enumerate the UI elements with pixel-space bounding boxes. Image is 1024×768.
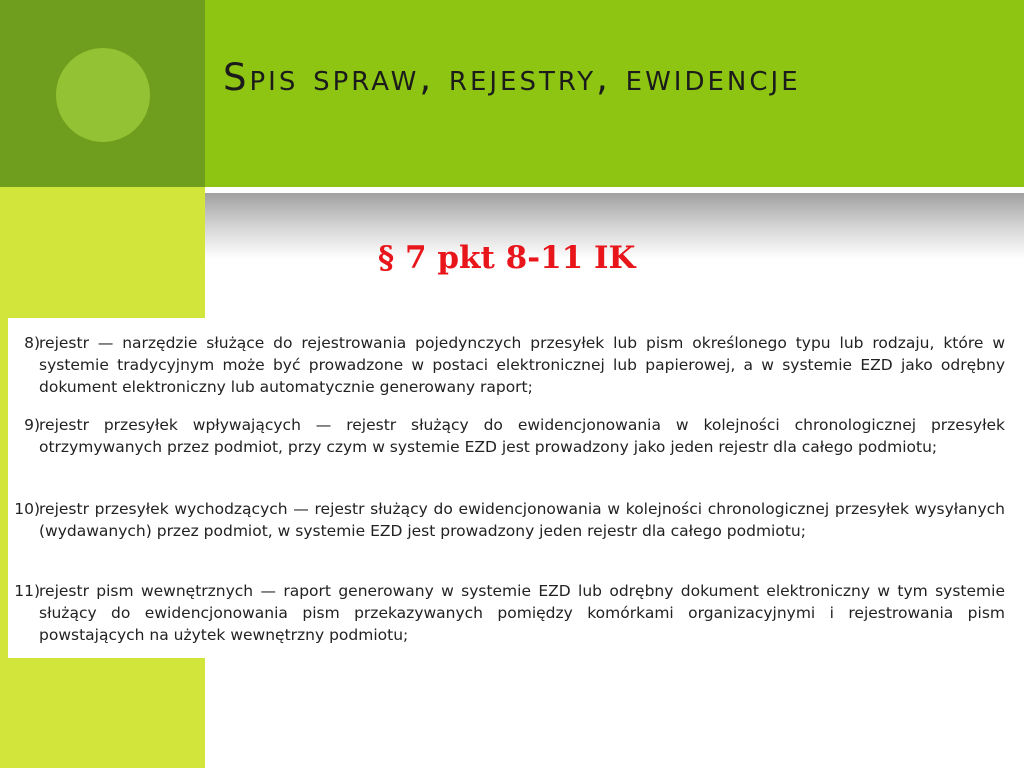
slide-title: Spis spraw, rejestry, ewidencje — [223, 56, 801, 99]
item-text: rejestr przesyłek wpływających — rejestr służący do ewidencjonowania w kolejności chronologicznej przesyłek otrzymywanych przez podmiot, przy czym w systemie EZD jest prowadzony jako jeden rejestr dla całego podmiotu; — [39, 416, 1005, 456]
item-text: rejestr przesyłek wychodzących — rejestr służący do ewidencjonowania w kolejności chronologicznej przesyłek wysyłanych (wydawanych) przez podmiot, w systemie EZD jest prowadzony jeden rejestr dla całego podmiotu; — [39, 500, 1005, 540]
item-number: 9) — [24, 416, 40, 434]
document-excerpt — [8, 318, 1016, 658]
item-number: 10) — [14, 500, 40, 518]
item-text: rejestr pism wewnętrznych — raport generowany w systemie EZD lub odrębny dokument elektroniczny w tym systemie służący do ewidencjonowania pism przekazywanych pomiędzy komórkami organizacyjnymi i rejestrowania pism powstających na użytek wewnętrzny podmiotu; — [39, 582, 1005, 644]
item-text: rejestr — narzędzie służące do rejestrowania pojedynczych przesyłek lub pism określonego typu lub rodzaju, które w systemie tradycyjnym może być prowadzone w postaci elektronicznej lub papierowej, a w systemie EZD jako odrębny dokument elektroniczny lub automatycznie generowany raport; — [39, 334, 1005, 396]
decorative-circle — [56, 48, 150, 142]
item-number: 11) — [14, 582, 40, 600]
item-number: 8) — [24, 334, 40, 352]
slide-subtitle: § 7 pkt 8-11 IK — [378, 240, 636, 276]
header-corner-block — [0, 0, 205, 187]
